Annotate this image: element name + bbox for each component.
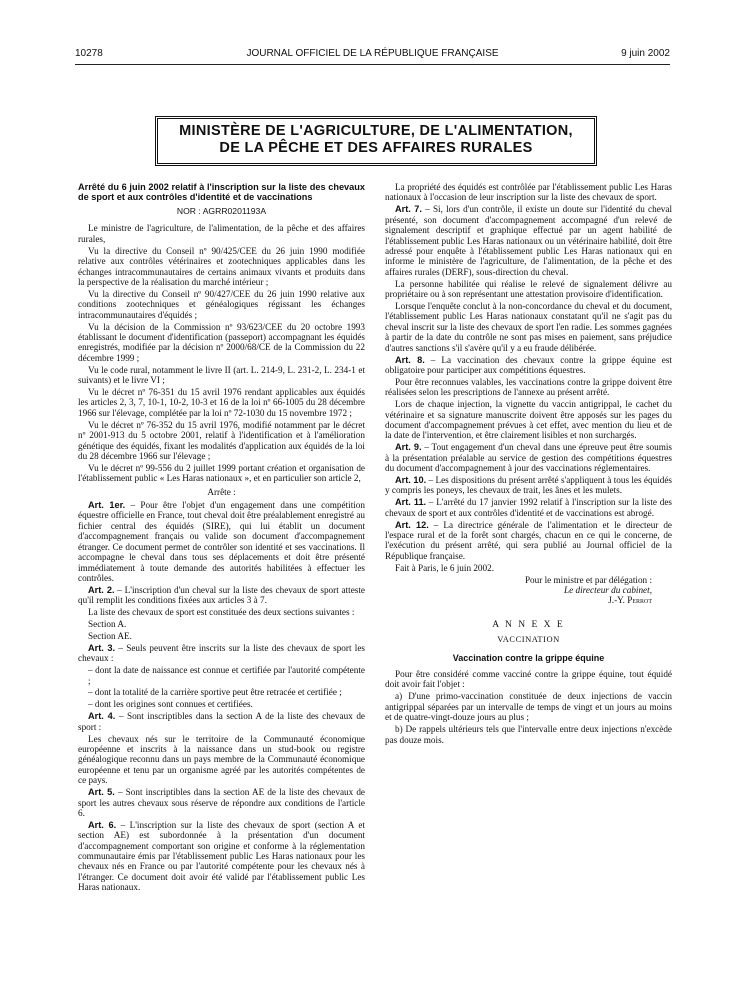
section-item: Section AE. bbox=[88, 630, 132, 641]
article-7-p2: La personne habilitée qui réalise le relevé de signalement délivre au propriétaire ou à son représentant une attestation provisoire d'identification. bbox=[385, 278, 672, 300]
article-3 bbox=[78, 643, 365, 664]
article-6-p2: La propriété des équidés est contrôlée par l'établissement public Les Haras nationaux à l'occasion de leur inscription sur la liste des chevaux de sport. bbox=[385, 182, 672, 203]
article-text: – L'inscription d'un cheval sur la liste des chevaux de sport atteste qu'il remplit les conditions fixées aux articles 3 à 7. bbox=[78, 584, 366, 606]
article-label: Art. 5. bbox=[88, 787, 115, 798]
article-text: – La vaccination des chevaux contre la grippe équine est obligatoire pour participer aux compétitions équestres. bbox=[385, 354, 672, 375]
article-text: – Tout engagement d'un cheval dans une épreuve peut être soumis à la présentation préalable au service de gestion des compétitions équestres du document d'accompagnement à jour des vaccinations réglementaires. bbox=[385, 442, 672, 474]
ministry-line-1: MINISTÈRE DE L'AGRICULTURE, DE L'ALIMENTATION, bbox=[179, 123, 573, 139]
signature-name: J.-Y. Perrot bbox=[608, 595, 652, 606]
section-item: Section A. bbox=[88, 619, 127, 630]
visa-paragraph: Vu le décret nº 76-352 du 15 avril 1976, modifié notamment par le décret nº 2001-913 du 5 octobre 2001, relatif à l'identification et à l'amélioration génétique des équidés, fixant les modalités d'application aux équidés de la loi du 28 décembre 1966 sur l'élevage ; bbox=[78, 419, 365, 461]
nor-reference: NOR : AGRR0201193A bbox=[176, 206, 267, 216]
visa-paragraph: Vu la décision de la Commission nº 93/623/CEE du 20 octobre 1993 établissant le document d'identification (passeport) accompagnant les équidés enregistrés, modifiée par la décision nº 2000/68/CE de la Commission du 22 décembre 1999 ; bbox=[78, 321, 365, 363]
annexe-item-b: b) De rappels ultérieurs tels que l'intervalle entre deux injections n'excède pas douze mois. bbox=[385, 724, 672, 745]
list-item: – dont la totalité de la carrière sportive peut être retracée et certifiée ; bbox=[88, 687, 342, 698]
article-label: Art. 12. bbox=[395, 519, 429, 530]
visa-paragraph: Vu le décret nº 99-556 du 2 juillet 1999 portant création et organisation de l'établissement public « Les Haras nationaux », et en particulier son article 2, bbox=[78, 462, 365, 484]
header-rule bbox=[75, 64, 670, 65]
article-text: – L'inscription sur la liste des chevaux de sport (section A et section AE) est subordonnée à la présentation d'un document d'accompagnement comportant son origine et conforme à la réglementation communautaire émis par l'établissement public Les Haras nationaux pour les chevaux nés en France ou par l'autorité compétente pour les chevaux nés à l'étranger. Ce document doit avoir été validé par l'établissement public Les Haras nationaux. bbox=[78, 819, 365, 893]
arrete-label: Arrête : bbox=[207, 486, 236, 497]
visa-paragraph: Vu le décret nº 76-351 du 15 avril 1976 rendant applicables aux équidés les articles 2, 3, 7, 10-1, 10-2, 10-3 et 16 de la loi nº 66-1005 du 28 décembre 1966 sur l'élevage, complétée par la loi nº 72-1030 du 15 novembre 1972 ; bbox=[78, 387, 365, 418]
list-item: – dont la date de naissance est connue et certifiée par l'autorité compétente ; bbox=[88, 665, 365, 686]
article-text: – Sont inscriptibles dans la section AE de la liste des chevaux de sport les autres chevaux sous réserve de répondre aux conditions de l'article 6. bbox=[78, 787, 365, 818]
article-1 bbox=[78, 500, 365, 583]
annexe-subtitle: VACCINATION bbox=[497, 634, 560, 645]
visa-paragraph: Vu le code rural, notamment le livre II (art. L. 214-9, L. 231-2, L. 234-1 et suivants) et le livre VI ; bbox=[78, 364, 365, 386]
article-text: – La directrice générale de l'alimentation et le directeur de l'espace rural et de la forêt sont chargés, chacun en ce qui le concerne, de l'exécution du présent arrêté, qui sera publié au Journal officiel de la République française. bbox=[385, 519, 672, 561]
annexe-item-a: a) D'une primo-vaccination constituée de deux injections de vaccin antigrippal séparées par un intervalle de temps de vingt et un jours au moins et de quatre-vingt-douze jours au plus ; bbox=[385, 691, 672, 723]
article-text: – Si, lors d'un contrôle, il existe un doute sur l'identité du cheval présenté, son document d'accompagnement accompagné d'un relevé de signalement descriptif et graphique effectué par un agent habilité de l'établissement public Les Haras nationaux ou un vétérinaire habilité, doit être adressé pour enquête à l'établissement public Les Haras nationaux qui en informe le ministère de l'agriculture, de l'alimentation, de la pêche et des affaires rurales (DERF), sous-direction du cheval. bbox=[385, 204, 672, 277]
article-label: Art. 7. bbox=[395, 204, 422, 215]
right-column bbox=[385, 182, 672, 746]
article-label: Art. 1er. bbox=[88, 500, 126, 511]
visa-paragraph: Le ministre de l'agriculture, de l'alimentation, de la pêche et des affaires rurales, bbox=[78, 223, 365, 244]
article-text: – L'arrêté du 17 janvier 1992 relatif à l'inscription sur la liste des chevaux de sport et aux contrôles d'identité et de vaccinations est abrogé. bbox=[385, 497, 672, 518]
page-number: 10278 bbox=[75, 48, 103, 59]
article-4 bbox=[78, 711, 365, 732]
article-12 bbox=[385, 520, 672, 562]
signature-role: Le directeur du cabinet, bbox=[564, 585, 652, 596]
visa-paragraph: Vu la directive du Conseil nº 90/427/CEE du 26 juin 1990 relative aux conditions zootechniques et généalogiques régissant les échanges intracommunautaires d'équidés ; bbox=[78, 288, 365, 320]
left-column bbox=[78, 182, 365, 894]
ministry-line-2: DE LA PÊCHE ET DES AFFAIRES RURALES bbox=[219, 140, 533, 156]
article-9 bbox=[385, 442, 672, 473]
journal-title: JOURNAL OFFICIEL DE LA RÉPUBLIQUE FRANÇAISE bbox=[246, 48, 499, 59]
article-7 bbox=[385, 204, 672, 277]
article-10 bbox=[385, 475, 672, 496]
article-text: – Les dispositions du présent arrêté s'appliquent à tous les équidés y compris les poneys, les chevaux de trait, les ânes et les mulets. bbox=[385, 474, 672, 496]
arrete-title: Arrêté du 6 juin 2002 relatif à l'inscription sur la liste des chevaux de sport et aux contrôles d'identité et de vaccinations bbox=[78, 182, 365, 202]
article-8-p2: Pour être reconnues valables, les vaccinations contre la grippe doivent être réalisées selon les prescriptions de l'annexe au présent arrêté. bbox=[385, 376, 672, 398]
list-item: – dont les origines sont connues et certifiées. bbox=[88, 699, 253, 710]
place-date: Fait à Paris, le 6 juin 2002. bbox=[395, 562, 495, 573]
annexe-heading: Vaccination contre la grippe équine bbox=[452, 652, 605, 663]
article-label: Art. 8. bbox=[395, 354, 425, 365]
article-text: – Seuls peuvent être inscrits sur la liste des chevaux de sport les chevaux : bbox=[78, 642, 366, 664]
article-2-p2: La liste des chevaux de sport est constituée des deux sections suivantes : bbox=[88, 607, 355, 618]
article-label: Art. 4. bbox=[88, 711, 116, 722]
article-label: Art. 2. bbox=[88, 584, 115, 595]
article-6 bbox=[78, 820, 365, 893]
article-label: Art. 11. bbox=[395, 497, 427, 508]
article-4-p2: Les chevaux nés sur le territoire de la Communauté économique européenne et inscrits à la naissance dans un stud-book ou registre généalogique reconnu dans un pays membre de la Communauté économique européenne et tenu par un organisme agréé par les autorités compétentes de ce pays. bbox=[78, 733, 365, 786]
ministry-box bbox=[155, 116, 597, 166]
article-label: Art. 10. bbox=[395, 474, 427, 485]
article-5 bbox=[78, 787, 365, 818]
article-8 bbox=[385, 355, 672, 376]
annexe-title: A N N E X E bbox=[492, 619, 565, 630]
article-label: Art. 9. bbox=[395, 442, 422, 453]
article-2 bbox=[78, 585, 365, 606]
annexe-intro: Pour être considéré comme vacciné contre la grippe équine, tout équidé doit avoir fait l'objet : bbox=[385, 669, 672, 690]
visa-paragraph: Vu la directive du Conseil nº 90/425/CEE du 26 juin 1990 modifiée relative aux contrôles vétérinaires et zootechniques applicables dans les échanges intracommunautaires de certains animaux vivants et produits dans la perspective de la réalisation du marché intérieur ; bbox=[78, 245, 365, 287]
article-text: – Pour être l'objet d'un engagement dans une compétition équestre officielle en France, tout cheval doit être préalablement enregistré au fichier central des équidés (SIRE), qui lui établit un document d'accompagnement français ou valide son document d'accompagnement étranger. Ce document permet de contrôler son identité et ses vaccinations. Il accompagne le cheval dans tous ses déplacements et doit être présenté immédiatement à toute demande des autorités habilitées à effectuer les contrôles. bbox=[78, 500, 365, 583]
article-8-p3: Lors de chaque injection, la vignette du vaccin antigrippal, le cachet du vétérinaire et sa signature manuscrite doivent être apposés sur les pages du document d'accompagnement prévues à cet effet, avec mention du lieu et de la date de l'intervention, et être clairement lisibles et non surchargés. bbox=[385, 399, 672, 441]
article-text: – Sont inscriptibles dans la section A de la liste des chevaux de sport : bbox=[78, 711, 366, 732]
signature-delegation: Pour le ministre et par délégation : bbox=[524, 574, 652, 585]
article-11 bbox=[385, 497, 672, 518]
issue-date: 9 juin 2002 bbox=[621, 48, 670, 59]
article-label: Art. 6. bbox=[88, 819, 117, 830]
article-7-p3: Lorsque l'enquête conclut à la non-concordance du cheval et du document, l'établissement public Les Haras nationaux constatant qu'il ne s'agit pas du cheval inscrit sur la liste des chevaux de sport l'en radie. Les sommes gagnées à partir de la date du contrôle ne sont pas mises en paiement, sans préjudice d'autres sanctions s'il s'avère qu'il y a eu fraude délibérée. bbox=[385, 300, 672, 353]
article-label: Art. 3. bbox=[88, 642, 116, 653]
